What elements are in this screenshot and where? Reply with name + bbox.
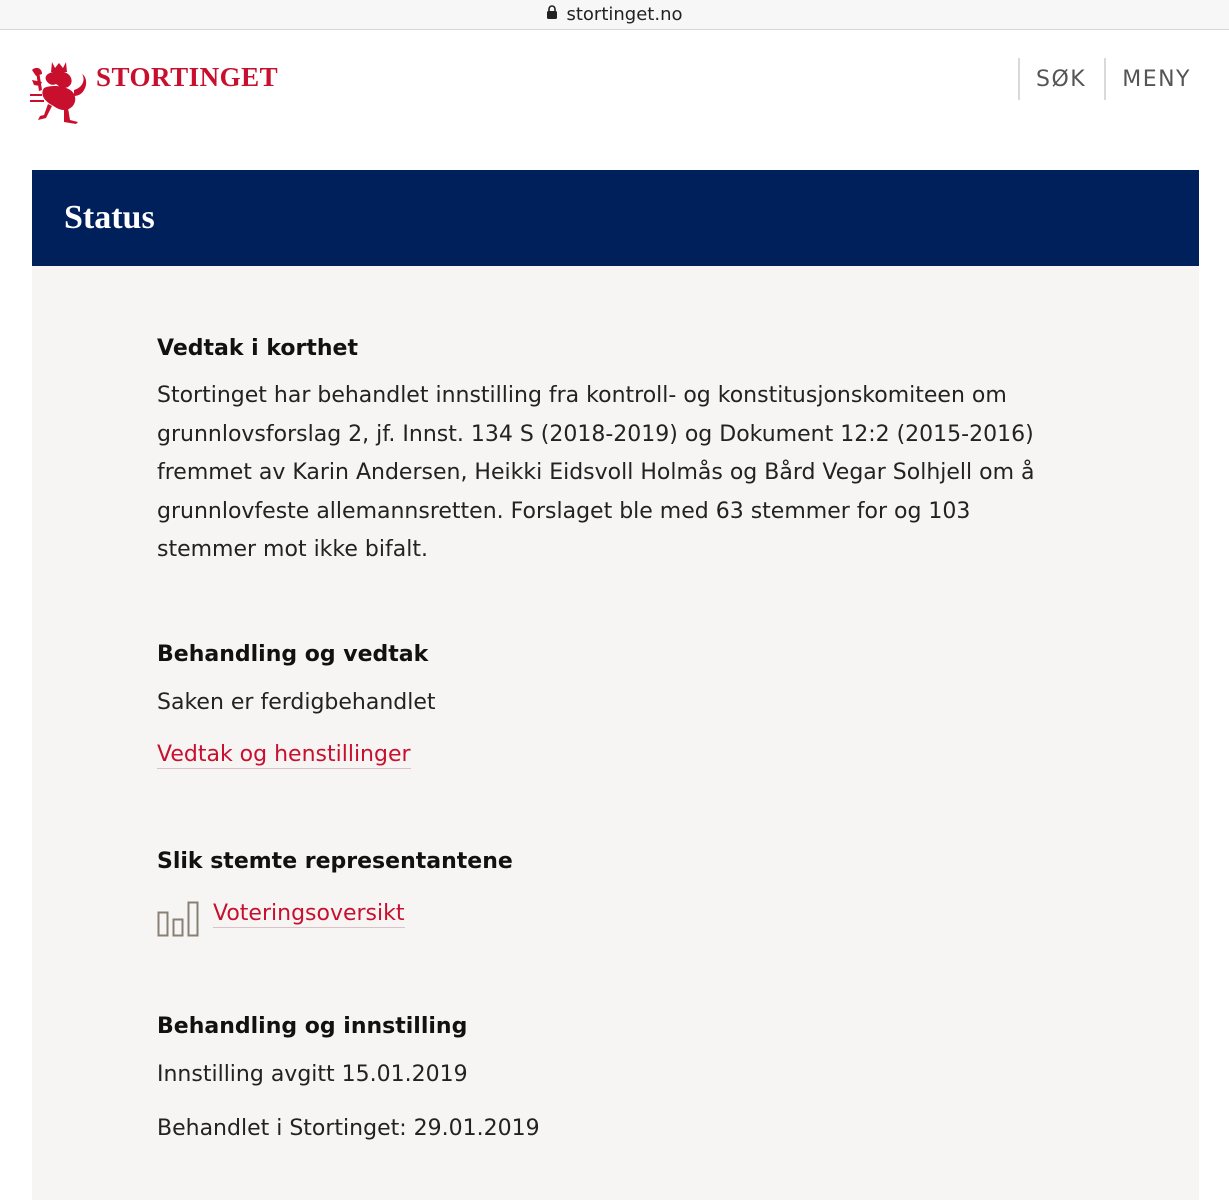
browser-url-bar[interactable] bbox=[0, 0, 1229, 30]
site-header bbox=[0, 30, 1229, 150]
processing-heading: Behandling og vedtak bbox=[157, 642, 429, 667]
lion-crest-icon bbox=[30, 60, 88, 126]
brand-name: STORTINGET bbox=[96, 62, 279, 92]
votes-heading: Slik stemte representantene bbox=[157, 849, 513, 874]
bar-chart-icon bbox=[157, 900, 199, 938]
url-text: stortinget.no bbox=[566, 4, 683, 25]
processing-status: Saken er ferdigbehandlet bbox=[157, 690, 436, 715]
summary-heading: Vedtak i korthet bbox=[157, 336, 358, 361]
recommendation-date: Innstilling avgitt 15.01.2019 bbox=[157, 1062, 468, 1087]
committee-heading: Behandling og innstilling bbox=[157, 1014, 468, 1039]
summary-body: Stortinget har behandlet innstilling fra kontroll- og konstitusjonskomiteen om grunnlovsforslag 2, jf. Innst. 134 S (2018-2019) og Dokument 12:2 (2015-2016) fremmet av Karin Andersen, Heikki Eidsvoll Holmås og Bård Vegar Solhjell om å grunnlovfeste allemannsretten. Forslaget ble med 63 stemmer for og 103 stemmer mot ikke bifalt. bbox=[157, 383, 1035, 562]
search-button[interactable]: SØK bbox=[1018, 58, 1086, 100]
voting-overview-link[interactable]: Voteringsoversikt bbox=[213, 901, 405, 926]
status-heading: Status bbox=[64, 199, 155, 236]
treated-date: Behandlet i Stortinget: 29.01.2019 bbox=[157, 1116, 540, 1141]
lock-icon bbox=[546, 5, 558, 19]
decisions-link[interactable]: Vedtak og henstillinger bbox=[157, 742, 411, 767]
menu-button[interactable]: MENY bbox=[1104, 58, 1191, 100]
header-nav bbox=[1018, 58, 1191, 100]
site-logo[interactable] bbox=[30, 60, 278, 126]
status-title-bar bbox=[32, 170, 1199, 266]
status-panel bbox=[32, 266, 1199, 1200]
